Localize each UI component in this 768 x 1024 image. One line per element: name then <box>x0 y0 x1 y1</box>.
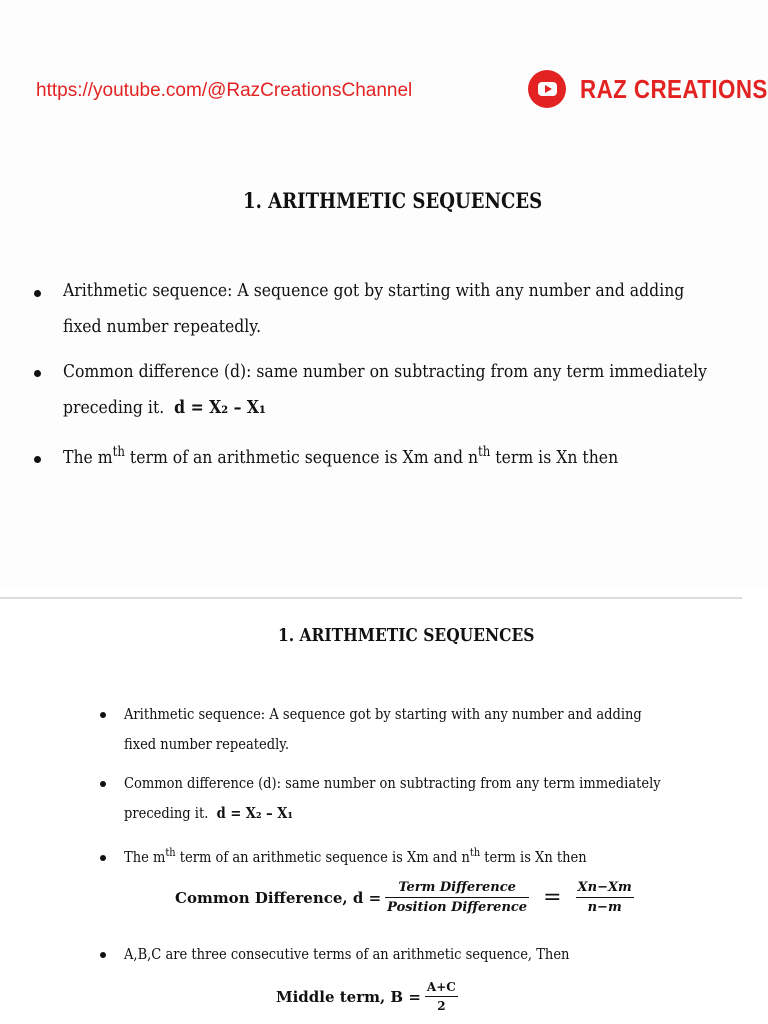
bullet-dot <box>100 712 106 718</box>
channel-url-link[interactable]: https://youtube.com/@RazCreationsChannel <box>36 80 413 101</box>
brand-logo <box>528 68 768 110</box>
bullet-text: Common difference (d): same number on subtracting from any term immediately <box>124 774 661 792</box>
bullet-text: fixed number repeatedly. <box>63 316 262 337</box>
fraction-numerator: Xn−Xm <box>577 880 632 895</box>
bullet-text: Common difference (d): same number on subtracting from any term immediately <box>63 361 707 382</box>
bullet-text: fixed number repeatedly. <box>124 735 290 753</box>
youtube-icon <box>528 70 566 108</box>
bullet-text: preceding it. d = X₂ – X₁ <box>124 804 294 822</box>
fraction-a-plus-c <box>425 980 458 1013</box>
bullet-dot <box>100 781 106 787</box>
difference-formula: d = X₂ – X₁ <box>174 397 266 418</box>
bullet-text: The $m^{th}$ term of an arithmetic sequence is Xm and $n^{th}$ term is Xn then <box>63 444 619 468</box>
bullet-text: preceding it. d = X₂ – X₁ <box>63 397 266 418</box>
formula-label: Common Difference, d = <box>175 888 382 907</box>
page-divider <box>0 597 742 599</box>
bullet-dot <box>34 290 41 297</box>
bullet-text: A,B,C are three consecutive terms of an arithmetic sequence, Then <box>124 945 570 963</box>
brand-name: RAZ CREATIONS <box>580 73 768 104</box>
formula-label: Middle term, B = <box>276 987 421 1006</box>
bullet-dot <box>100 952 106 958</box>
fraction-denominator: Position Difference <box>387 900 528 916</box>
fraction-numerator: A+C <box>426 980 456 994</box>
bullet-dot <box>34 370 41 377</box>
middle-term-formula <box>276 980 462 1013</box>
bullet-dot <box>34 456 41 463</box>
fraction-numerator: Term Difference <box>398 880 516 895</box>
fraction-denominator: n−m <box>587 900 622 916</box>
fraction-term-over-position <box>385 880 529 915</box>
bullet-text: Arithmetic sequence: A sequence got by starting with any number and adding <box>63 280 685 301</box>
page-title-top: 1. ARITHMETIC SEQUENCES <box>243 188 543 213</box>
fraction-xn-xm <box>576 880 634 915</box>
equals-sign: = <box>543 885 562 911</box>
common-difference-formula <box>175 880 638 915</box>
bullet-text: Arithmetic sequence: A sequence got by starting with any number and adding <box>124 705 642 723</box>
page-title-bottom: 1. ARITHMETIC SEQUENCES <box>278 625 535 646</box>
bullet-text: The $m^{th}$ term of an arithmetic sequence is Xm and $n^{th}$ term is Xn then <box>124 846 587 866</box>
difference-formula: d = X₂ – X₁ <box>216 804 294 822</box>
fraction-denominator: 2 <box>437 999 446 1014</box>
bullet-dot <box>100 855 106 861</box>
